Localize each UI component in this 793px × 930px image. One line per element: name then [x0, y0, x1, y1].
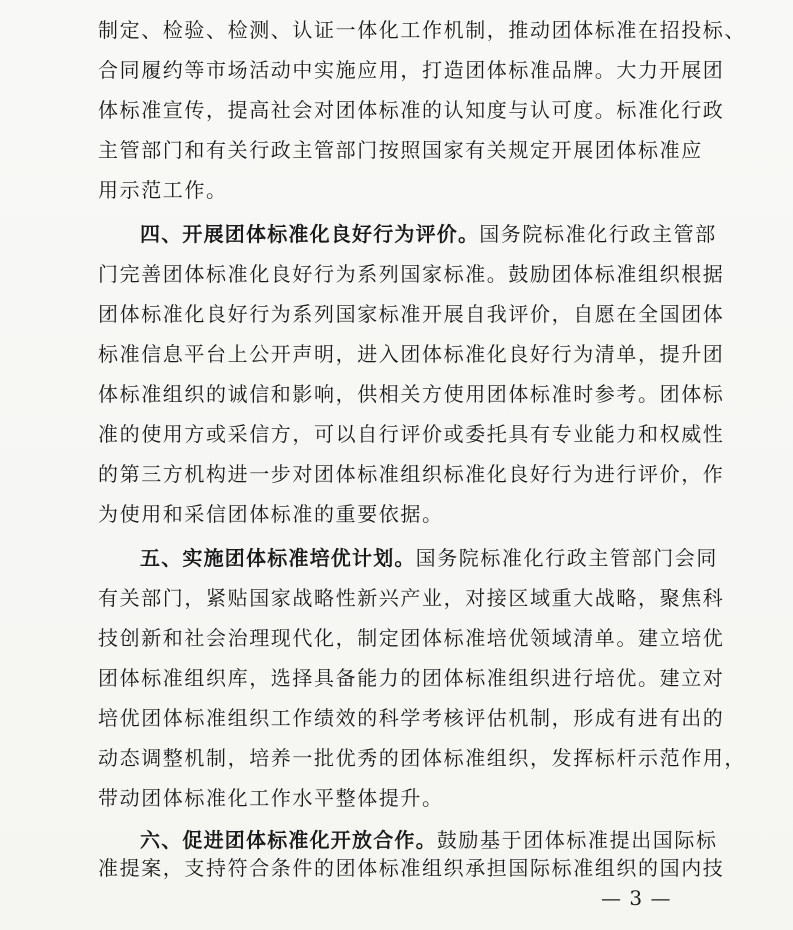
- paragraph-line: 体标准宣传，提高社会对团体标准的认知度与认可度。标准化行政: [98, 98, 725, 122]
- paragraph-line: 带动团体标准化工作水平整体提升。: [98, 786, 444, 810]
- paragraph-line: 门完善团体标准化良好行为系列国家标准。鼓励团体标准组织根据: [98, 262, 725, 286]
- section-6-heading: 六、促进团体标准化开放合作。: [140, 828, 437, 852]
- paragraph-line: 动态调整机制，培养一批优秀的团体标准组织，发挥标杆示范作用，: [98, 746, 746, 770]
- section-5-heading: 五、实施团体标准培优计划。: [140, 546, 416, 570]
- paragraph-line: 合同履约等市场活动中实施应用，打造团体标准品牌。大力开展团: [98, 58, 725, 82]
- paragraph-line: 用示范工作。: [98, 178, 228, 202]
- paragraph-line: 为使用和采信团体标准的重要依据。: [98, 502, 444, 526]
- page-number: — 3 —: [601, 886, 672, 910]
- section-6-first-text: 鼓励基于团体标准提出国际标: [436, 828, 718, 852]
- paragraph-line: 技创新和社会治理现代化，制定团体标准培优领域清单。建立培优: [98, 626, 725, 650]
- paragraph-line: 团体标准化良好行为系列国家标准开展自我评价，自愿在全国团体: [98, 302, 725, 326]
- section-5-first-text: 国务院标准化行政主管部门会同: [415, 546, 719, 570]
- section-4-first-text: 国务院标准化行政主管部: [479, 222, 717, 246]
- paragraph-line: 标准信息平台上公开声明，进入团体标准化良好行为清单，提升团: [98, 342, 725, 366]
- paragraph-line: 准的使用方或采信方，可以自行评价或委托具有专业能力和权威性: [98, 422, 725, 446]
- paragraph-line: 主管部门和有关行政主管部门按照国家有关规定开展团体标准应: [98, 138, 703, 162]
- paragraph-line: 团体标准组织库，选择具备能力的团体标准组织进行培优。建立对: [98, 666, 725, 690]
- paragraph-line: 的第三方机构进一步对团体标准组织标准化良好行为进行评价，作: [98, 462, 725, 486]
- paragraph-line: 培优团体标准组织工作绩效的科学考核评估机制，形成有进有出的: [98, 706, 725, 730]
- section-5-first-line: [140, 540, 718, 576]
- paragraph-line: 制定、检验、检测、认证一体化工作机制，推动团体标准在招投标、: [98, 18, 746, 42]
- section-4-first-line: [140, 216, 717, 252]
- paragraph-line: 有关部门，紧贴国家战略性新兴产业，对接区域重大战略，聚焦科: [98, 586, 725, 610]
- paragraph-line: 体标准组织的诚信和影响，供相关方使用团体标准时参考。团体标: [98, 382, 725, 406]
- section-4-heading: 四、开展团体标准化良好行为评价。: [140, 222, 480, 246]
- paragraph-line: 准提案，支持符合条件的团体标准组织承担国际标准组织的国内技: [98, 856, 725, 880]
